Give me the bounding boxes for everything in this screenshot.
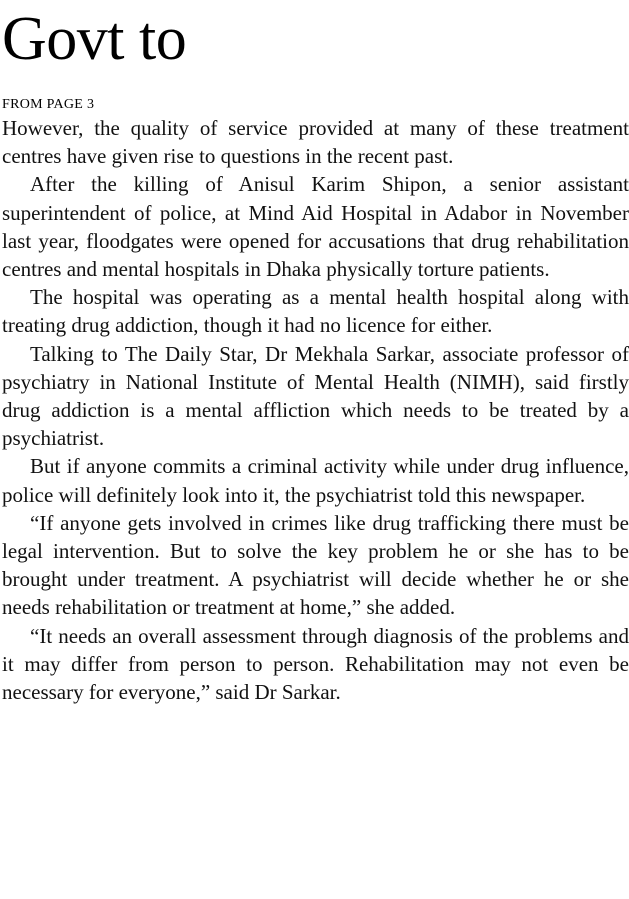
paragraph: “It needs an overall assessment through diagnosis of the problems and it may differ from person to person. Rehabilitation may not even be necessary for everyone,” said Dr Sarkar. xyxy=(2,623,629,705)
paragraph: Talking to The Daily Star, Dr Mekhala Sarkar, associate professor of psychiatry in National Institute of Mental Health (NIMH), said firstly drug addiction is a mental affliction which needs to be treated by a psychiatrist. xyxy=(2,341,629,451)
paragraph: But if anyone commits a criminal activity while under drug influence, police will definitely look into it, the psychiatrist told this newspaper. xyxy=(2,454,629,507)
paragraph: The hospital was operating as a mental health hospital along with treating drug addiction, though it had no licence for either. xyxy=(2,285,629,338)
continuation-label: FROM PAGE 3 xyxy=(2,97,95,112)
paragraph: However, the quality of service provided at many of these treatment centres have given rise to questions in the recent past. xyxy=(2,116,629,169)
article-body xyxy=(2,114,629,706)
paragraph: “If anyone gets involved in crimes like drug trafficking there must be legal intervention. But to solve the key problem he or she has to be brought under treatment. A psychiatrist will decide whether he or she needs rehabilitation or treatment at home,” she added. xyxy=(2,510,629,620)
paragraph: After the killing of Anisul Karim Shipon, a senior assistant superintendent of police, at Mind Aid Hospital in Adabor in November last year, floodgates were opened for accusations that drug rehabilitation centres and mental hospitals in Dhaka physically torture patients. xyxy=(2,172,629,282)
headline: Govt to xyxy=(2,5,187,73)
